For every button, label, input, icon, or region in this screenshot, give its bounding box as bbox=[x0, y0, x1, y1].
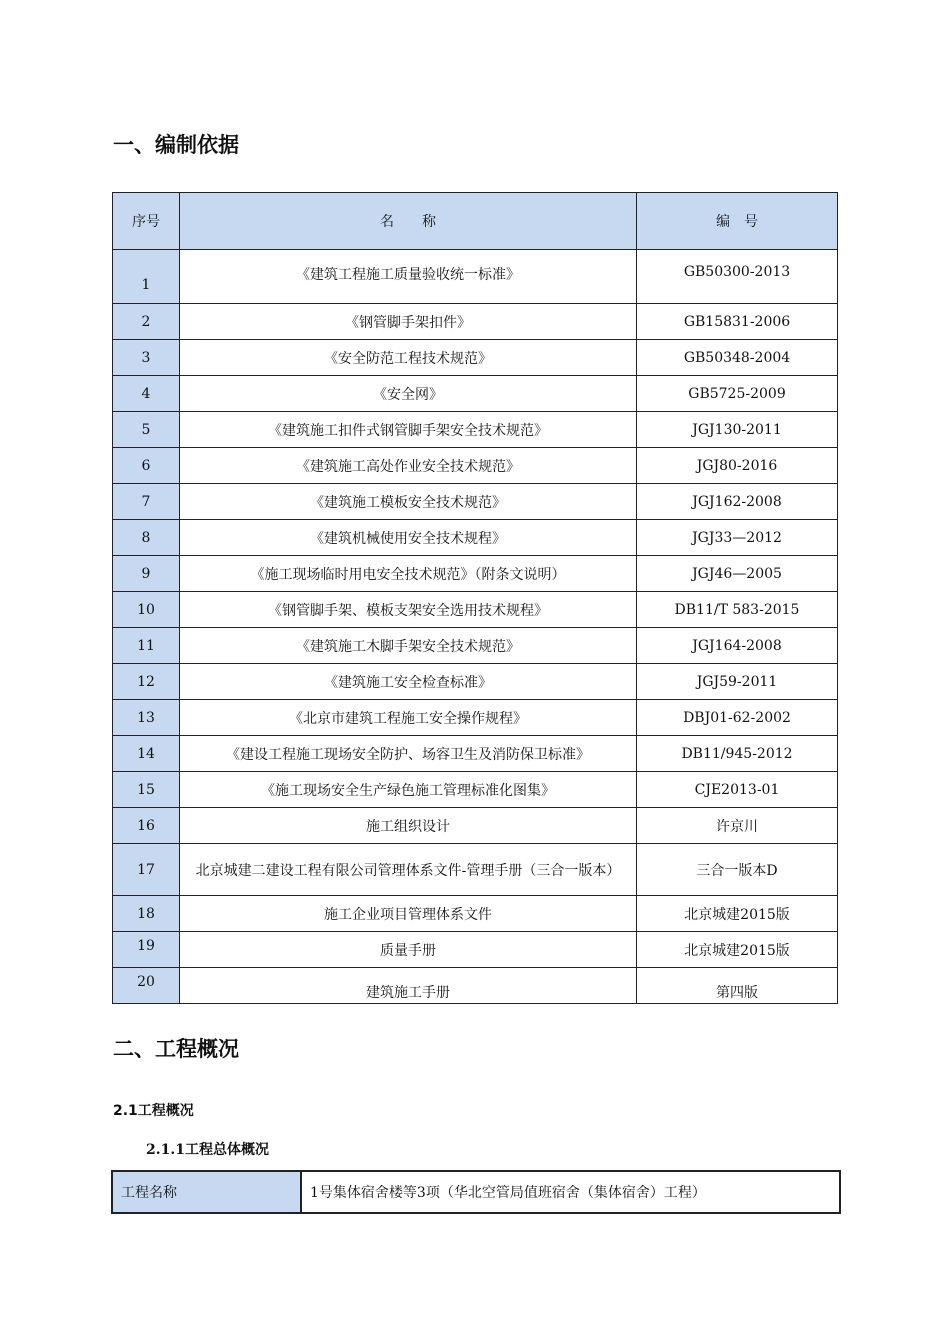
row-index: 17 bbox=[113, 844, 180, 896]
row-code: 三合一版本D bbox=[637, 844, 838, 896]
row-name: 质量手册 bbox=[180, 932, 637, 968]
row-code: 北京城建2015版 bbox=[637, 896, 838, 932]
table-row bbox=[113, 592, 838, 628]
row-code: DBJ01-62-2002 bbox=[637, 700, 838, 736]
project-overview-table bbox=[111, 1170, 841, 1214]
row-index: 13 bbox=[113, 700, 180, 736]
row-index: 18 bbox=[113, 896, 180, 932]
row-name: 《建筑施工木脚手架安全技术规范》 bbox=[180, 628, 637, 664]
row-name: 《钢管脚手架扣件》 bbox=[180, 304, 637, 340]
project-name-label: 工程名称 bbox=[112, 1171, 301, 1213]
table-row bbox=[113, 250, 838, 304]
table-row bbox=[113, 700, 838, 736]
row-index: 9 bbox=[113, 556, 180, 592]
row-name: 《北京市建筑工程施工安全操作规程》 bbox=[180, 700, 637, 736]
table-row bbox=[113, 968, 838, 1004]
row-name: 《施工现场临时用电安全技术规范》（附条文说明） bbox=[180, 556, 637, 592]
row-name: 《钢管脚手架、模板支架安全选用技术规程》 bbox=[180, 592, 637, 628]
row-code: JGJ80-2016 bbox=[637, 448, 838, 484]
row-index: 10 bbox=[113, 592, 180, 628]
table-row bbox=[113, 808, 838, 844]
table-row bbox=[113, 664, 838, 700]
row-index: 11 bbox=[113, 628, 180, 664]
row-code: JGJ162-2008 bbox=[637, 484, 838, 520]
row-name: 《安全防范工程技术规范》 bbox=[180, 340, 637, 376]
table-row bbox=[113, 772, 838, 808]
row-code: GB15831-2006 bbox=[637, 304, 838, 340]
row-name: 施工组织设计 bbox=[180, 808, 637, 844]
table-row bbox=[113, 932, 838, 968]
row-code: 北京城建2015版 bbox=[637, 932, 838, 968]
row-name: 施工企业项目管理体系文件 bbox=[180, 896, 637, 932]
row-index: 6 bbox=[113, 448, 180, 484]
row-name: 《建设工程施工现场安全防护、场容卫生及消防保卫标准》 bbox=[180, 736, 637, 772]
row-index: 19 bbox=[113, 932, 180, 968]
table-row bbox=[113, 340, 838, 376]
table-row bbox=[113, 736, 838, 772]
table-row bbox=[113, 520, 838, 556]
row-code: JGJ46—2005 bbox=[637, 556, 838, 592]
row-index: 12 bbox=[113, 664, 180, 700]
row-code: JGJ33—2012 bbox=[637, 520, 838, 556]
row-code: GB5725-2009 bbox=[637, 376, 838, 412]
row-index: 16 bbox=[113, 808, 180, 844]
row-name: 《建筑机械使用安全技术规程》 bbox=[180, 520, 637, 556]
project-name-value: 1号集体宿舍楼等3项（华北空管局值班宿舍（集体宿舍）工程） bbox=[301, 1171, 840, 1213]
row-code: GB50348-2004 bbox=[637, 340, 838, 376]
row-index: 14 bbox=[113, 736, 180, 772]
table-row bbox=[113, 448, 838, 484]
row-index: 2 bbox=[113, 304, 180, 340]
subsubsection-title: 2.1.1工程总体概况 bbox=[146, 1142, 269, 1158]
reference-standards-table bbox=[112, 192, 838, 1004]
row-index: 8 bbox=[113, 520, 180, 556]
row-code: DB11/T 583-2015 bbox=[637, 592, 838, 628]
row-code: CJE2013-01 bbox=[637, 772, 838, 808]
section-title-overview: 二、工程概况 bbox=[113, 1037, 239, 1061]
row-name: 《建筑工程施工质量验收统一标准》 bbox=[180, 250, 637, 304]
row-name: 北京城建二建设工程有限公司管理体系文件-管理手册（三合一版本） bbox=[180, 844, 637, 896]
header-name: 名 称 bbox=[180, 193, 637, 250]
row-code: JGJ164-2008 bbox=[637, 628, 838, 664]
row-code: DB11/945-2012 bbox=[637, 736, 838, 772]
row-code: 许京川 bbox=[637, 808, 838, 844]
row-name: 《建筑施工安全检查标准》 bbox=[180, 664, 637, 700]
table-row bbox=[113, 628, 838, 664]
row-index: 20 bbox=[113, 968, 180, 1004]
section-title-basis: 一、编制依据 bbox=[113, 133, 239, 157]
row-name: 《建筑施工高处作业安全技术规范》 bbox=[180, 448, 637, 484]
row-index: 5 bbox=[113, 412, 180, 448]
row-code: JGJ59-2011 bbox=[637, 664, 838, 700]
header-code: 编 号 bbox=[637, 193, 838, 250]
table-row bbox=[113, 304, 838, 340]
table-row bbox=[112, 1171, 840, 1213]
row-code: JGJ130-2011 bbox=[637, 412, 838, 448]
row-name: 《建筑施工模板安全技术规范》 bbox=[180, 484, 637, 520]
row-code: GB50300-2013 bbox=[637, 250, 838, 304]
row-name: 《施工现场安全生产绿色施工管理标准化图集》 bbox=[180, 772, 637, 808]
table-row bbox=[113, 844, 838, 896]
row-name: 《安全网》 bbox=[180, 376, 637, 412]
row-index: 3 bbox=[113, 340, 180, 376]
row-name: 《建筑施工扣件式钢管脚手架安全技术规范》 bbox=[180, 412, 637, 448]
row-index: 15 bbox=[113, 772, 180, 808]
header-index: 序号 bbox=[113, 193, 180, 250]
table-row bbox=[113, 376, 838, 412]
row-code: 第四版 bbox=[637, 968, 838, 1004]
row-index: 7 bbox=[113, 484, 180, 520]
table-row bbox=[113, 484, 838, 520]
row-index: 1 bbox=[113, 250, 180, 304]
subsection-title: 2.1工程概况 bbox=[113, 1103, 194, 1119]
row-index: 4 bbox=[113, 376, 180, 412]
row-name: 建筑施工手册 bbox=[180, 968, 637, 1004]
table-row bbox=[113, 412, 838, 448]
table-row bbox=[113, 556, 838, 592]
table-row bbox=[113, 896, 838, 932]
